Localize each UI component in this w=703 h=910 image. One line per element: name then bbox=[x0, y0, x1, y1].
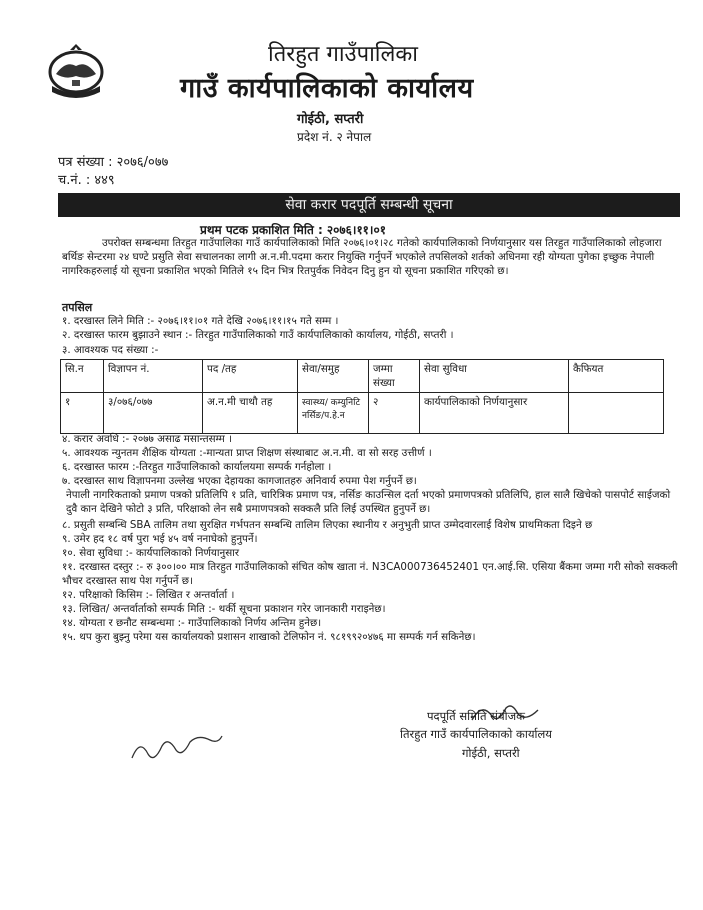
table-cell bbox=[569, 393, 664, 434]
office-title: गाउँ कार्यपालिकाको कार्यालय bbox=[180, 73, 474, 104]
condition-item: ४. करार अवधि :- २०७७ असाढ मसान्तसम्म । bbox=[62, 433, 232, 445]
notice-body-text: उपरोक्त सम्बन्धमा तिरहुत गाउँपालिका गाउँ कार्यपालिकाको मिति २०७६।०१।२८ गतेको कार्यपालिकाको निर्णयानुसार यस तिरहुत गाउँपालिकाको लोहजारा बर्थिङ सेन्टरमा २४ घण्टे प्रसुति सेवा सचालनका लागी अ.न.मी.पदमा करार नियुक्ति गर्नुपर्ने भएकोले तपसिलको शर्तको अधिनमा रही योग्यता पुगेका इच्छुक नेपाली नागरिकहरुलाई यो सूचना प्रकाशित भएको मितिले १५ दिन भित्र रितपुर्वक निवेदन दिनु हुन यो सूचना प्रकाशित गरिएको छ। bbox=[62, 237, 662, 277]
notice-title-banner: सेवा करार पदपूर्ति सम्बन्धी सूचना bbox=[58, 193, 680, 217]
tapsil-heading: तपसिल bbox=[62, 301, 93, 314]
table-cell: ३/०७६/०७७ bbox=[104, 393, 203, 434]
signatory-location: गोईठी, सप्तरी bbox=[462, 746, 520, 760]
municipality-name: तिरहुत गाउँपालिका bbox=[268, 42, 418, 67]
condition-item: १०. सेवा सुविधा :- कार्यपालिकाको निर्णयानुसार bbox=[62, 547, 240, 559]
office-location: गोईठी, सप्तरी bbox=[297, 112, 364, 127]
condition-item: ८. प्रसुती सम्बन्धि SBA तालिम तथा सुरक्षित गर्भपतन सम्बन्धि तालिम लिएका स्थानीय र अनुभुती प्राप्त उम्मेदवारलाई विशेष प्राथमिकता दिइने छ bbox=[62, 519, 593, 531]
condition-item: ७. दरखास्त साथ विज्ञापनमा उल्लेख भएका देहायका कागजातहरु अनिवार्य रुपमा पेश गर्नुपर्ने छ। bbox=[62, 475, 417, 487]
condition-item: ६. दरखास्त फारम :-तिरहुत गाउँपालिकाको कार्यालयमा सम्पर्क गर्नहोला । bbox=[62, 461, 332, 473]
table-row bbox=[61, 393, 664, 434]
item-submission-place: २. दरखास्त फारम बुझाउने स्थान :- तिरहुत गाउँपालिकाको गाउँ कार्यपालिकाको कार्यालय, गोईठी, सप्तरी । bbox=[62, 329, 454, 341]
province-text: प्रदेश नं. २ नेपाल bbox=[297, 130, 372, 144]
condition-item: १४. योग्यता र छनौट सम्बन्धमा :- गाउँपालिकाको निर्णय अन्तिम हुनेछ। bbox=[62, 617, 322, 629]
condition-item: ५. आवश्यक न्युनतम शैक्षिक योग्यता :-मान्यता प्राप्त शिक्षण संस्थाबाट अ.न.मी. वा सो सरह उत्तीर्ण । bbox=[62, 447, 432, 459]
table-header: पद /तह bbox=[203, 360, 298, 393]
signatory-title: पदपूर्ति समिति संयोजक bbox=[427, 709, 525, 723]
notice-body bbox=[62, 236, 684, 278]
condition-item: १३. लिखित/ अन्तर्वार्ताको सम्पर्क मिति :- थर्की सूचना प्रकाशन गरेर जानकारी गराइनेछ। bbox=[62, 603, 386, 615]
table-header: सेवा सुविधा bbox=[420, 360, 569, 393]
condition-item: ११. दरखास्त दस्तुर :- रु ३००।०० मात्र तिरहुत गाउँपालिकाको संचित कोष खाता नं. N3CA000736452401 एन.आई.सि. एसिया बैंकमा जम्मा गरी सोको सक्कली भौचर दरखास्त साथ पेश गर्नुपर्ने छ। bbox=[62, 561, 678, 587]
table-header: कैफियत bbox=[569, 360, 664, 393]
dispatch-number: च.नं. : ४४९ bbox=[58, 173, 115, 188]
table-cell: २ bbox=[369, 393, 420, 434]
service-table bbox=[60, 359, 664, 434]
table-header: सि.न bbox=[61, 360, 104, 393]
table-cell: कार्यपालिकाको निर्णयानुसार bbox=[420, 393, 569, 434]
signatory-office: तिरहुत गाउँ कार्यपालिकाको कार्यालय bbox=[400, 727, 552, 741]
condition-item: ९. उमेर हद १८ वर्ष पुरा भई ४५ वर्ष ननाघेको हुनुपर्ने। bbox=[62, 533, 258, 545]
table-cell: १ bbox=[61, 393, 104, 434]
condition-item: १२. परिक्षाको किसिम :- लिखित र अन्तर्वार्ता । bbox=[62, 589, 235, 601]
table-header: सेवा/समुह bbox=[298, 360, 369, 393]
table-header: विज्ञापन नं. bbox=[104, 360, 203, 393]
table-cell: स्वास्थ्य/ कम्युनिटि नर्सिङ/प.हे.न bbox=[298, 393, 369, 434]
condition-item: नेपाली नागरिकताको प्रमाण पत्रको प्रतिलिपि १ प्रति, चारित्रिक प्रमाण पत्र, नर्सिङ काउन्सिल दर्ता भएको प्रमाणपत्रको प्रतिलिपि, हाल सालै खिचेको पासपोर्ट साईजको दुवै कान देखिने फोटो ३ प्रति, परिक्षाको लेन सबै प्रमाणपत्रको सक्कलै प्रति लिई उपस्थित हुनुपर्ने छ। bbox=[66, 489, 671, 515]
condition-item: १५. थप कुरा बुझ्नु परेमा यस कार्यालयको प्रशासन शाखाको टेलिफोन नं. ९८१९९२०४७६ मा सम्पर्क गर्न सकिनेछ। bbox=[62, 631, 476, 643]
nepal-emblem-icon bbox=[42, 40, 110, 102]
item-application-date: १. दरखास्त लिने मिति :- २०७६।११।०१ गते देखि २०७६।११।१५ गते सम्म । bbox=[62, 315, 339, 327]
table-header-row bbox=[61, 360, 664, 393]
item-post-count: ३. आवश्यक पद संख्या :- bbox=[62, 344, 159, 356]
table-header: जम्मा संख्या bbox=[369, 360, 420, 393]
handwritten-signature bbox=[126, 728, 226, 768]
publish-date: प्रथम पटक प्रकाशित मिति : २०७६।११।०१ bbox=[200, 223, 386, 237]
letter-number: पत्र संख्या : २०७६/०७७ bbox=[58, 155, 169, 170]
conditions-list bbox=[62, 432, 682, 644]
table-cell: अ.न.मी चाथौ तह bbox=[203, 393, 298, 434]
